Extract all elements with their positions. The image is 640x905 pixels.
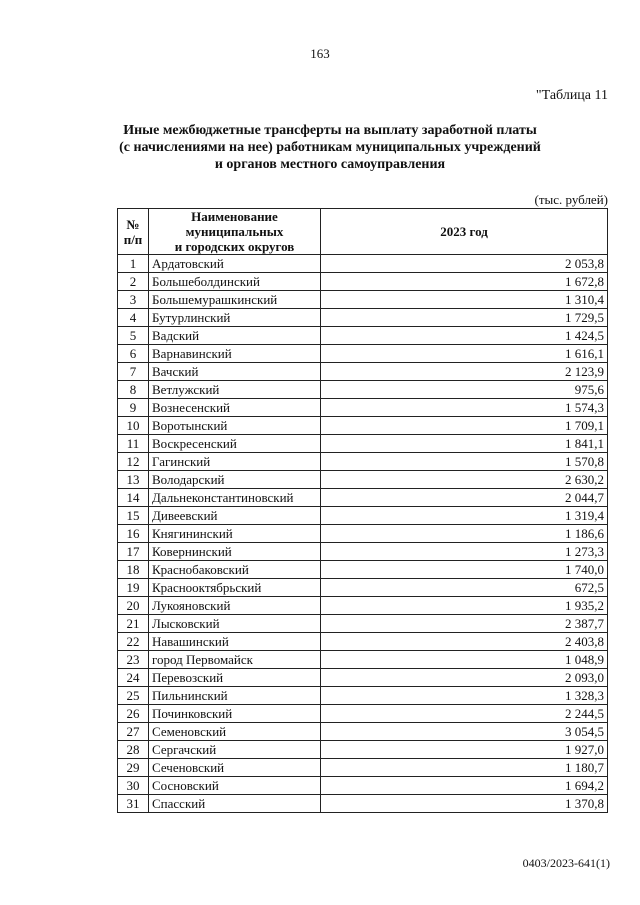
- row-number: 11: [118, 435, 149, 453]
- row-value: 1 574,3: [321, 399, 608, 417]
- table-row: [118, 399, 608, 417]
- row-value: 3 054,5: [321, 723, 608, 741]
- row-value: 1 180,7: [321, 759, 608, 777]
- row-name: Володарский: [149, 471, 321, 489]
- row-value: 672,5: [321, 579, 608, 597]
- row-number: 29: [118, 759, 149, 777]
- header-name: [149, 209, 321, 255]
- row-name: Навашинский: [149, 633, 321, 651]
- table-row: [118, 309, 608, 327]
- row-value: 1 709,1: [321, 417, 608, 435]
- row-name: Большемурашкинский: [149, 291, 321, 309]
- table-row: [118, 507, 608, 525]
- header-name-line1: Наименование: [191, 209, 278, 224]
- row-number: 8: [118, 381, 149, 399]
- row-name: Воскресенский: [149, 435, 321, 453]
- row-number: 10: [118, 417, 149, 435]
- row-number: 16: [118, 525, 149, 543]
- row-number: 5: [118, 327, 149, 345]
- row-value: 1 694,2: [321, 777, 608, 795]
- table-row: [118, 777, 608, 795]
- row-name: Перевозский: [149, 669, 321, 687]
- table-row: [118, 579, 608, 597]
- row-name: Лысковский: [149, 615, 321, 633]
- table-row: [118, 723, 608, 741]
- row-value: 2 244,5: [321, 705, 608, 723]
- header-name-line3: и городских округов: [174, 239, 295, 254]
- table-header-row: [118, 209, 608, 255]
- row-value: 2 053,8: [321, 255, 608, 273]
- row-name: Семеновский: [149, 723, 321, 741]
- row-value: 2 387,7: [321, 615, 608, 633]
- document-code: 0403/2023-641(1): [522, 856, 610, 870]
- row-number: 13: [118, 471, 149, 489]
- row-name: Краснобаковский: [149, 561, 321, 579]
- table-row: [118, 615, 608, 633]
- header-number: [118, 209, 149, 255]
- row-value: 1 319,4: [321, 507, 608, 525]
- row-value: 1 370,8: [321, 795, 608, 813]
- row-value: 1 935,2: [321, 597, 608, 615]
- row-value: 2 093,0: [321, 669, 608, 687]
- row-value: 1 424,5: [321, 327, 608, 345]
- table-row: [118, 633, 608, 651]
- title-line: Иные межбюджетные трансферты на выплату заработной платы: [123, 123, 537, 138]
- header-name-line2: муниципальных: [185, 224, 284, 239]
- row-number: 28: [118, 741, 149, 759]
- row-name: Гагинский: [149, 453, 321, 471]
- row-number: 9: [118, 399, 149, 417]
- row-name: Варнавинский: [149, 345, 321, 363]
- table-row: [118, 759, 608, 777]
- row-number: 23: [118, 651, 149, 669]
- row-value: 1 672,8: [321, 273, 608, 291]
- table-row: [118, 741, 608, 759]
- row-name: Княгининский: [149, 525, 321, 543]
- table-row: [118, 489, 608, 507]
- row-name: Пильнинский: [149, 687, 321, 705]
- row-value: 2 123,9: [321, 363, 608, 381]
- row-value: 1 729,5: [321, 309, 608, 327]
- row-name: Лукояновский: [149, 597, 321, 615]
- row-value: 1 616,1: [321, 345, 608, 363]
- units-label: (тыс. рублей): [534, 192, 608, 207]
- row-number: 7: [118, 363, 149, 381]
- row-name: Починковский: [149, 705, 321, 723]
- row-name: Краснооктябрьский: [149, 579, 321, 597]
- row-value: 2 044,7: [321, 489, 608, 507]
- header-number-line2: п/п: [123, 231, 143, 247]
- table-row: [118, 417, 608, 435]
- row-number: 25: [118, 687, 149, 705]
- row-number: 14: [118, 489, 149, 507]
- row-name: Спасский: [149, 795, 321, 813]
- table-row: [118, 255, 608, 273]
- table-row: [118, 345, 608, 363]
- row-name: Дальнеконстантиновский: [149, 489, 321, 507]
- row-value: 1 740,0: [321, 561, 608, 579]
- row-number: 19: [118, 579, 149, 597]
- row-number: 27: [118, 723, 149, 741]
- table-row: [118, 543, 608, 561]
- row-name: Бутурлинский: [149, 309, 321, 327]
- row-value: 1 048,9: [321, 651, 608, 669]
- row-number: 4: [118, 309, 149, 327]
- table-row: [118, 435, 608, 453]
- row-name: Вадский: [149, 327, 321, 345]
- table-body: [118, 255, 608, 813]
- table-row: [118, 381, 608, 399]
- table-row: [118, 273, 608, 291]
- page-number: 163: [310, 46, 330, 61]
- row-number: 17: [118, 543, 149, 561]
- row-name: Большеболдинский: [149, 273, 321, 291]
- row-number: 22: [118, 633, 149, 651]
- table-row: [118, 525, 608, 543]
- table-row: [118, 795, 608, 813]
- row-value: 1 186,6: [321, 525, 608, 543]
- table-row: [118, 291, 608, 309]
- row-name: Вачский: [149, 363, 321, 381]
- table-row: [118, 363, 608, 381]
- row-number: 18: [118, 561, 149, 579]
- row-value: 975,6: [321, 381, 608, 399]
- row-number: 20: [118, 597, 149, 615]
- table-row: [118, 669, 608, 687]
- row-value: 1 273,3: [321, 543, 608, 561]
- table-label: "Таблица 11: [535, 88, 608, 103]
- row-name: Дивеевский: [149, 507, 321, 525]
- row-number: 2: [118, 273, 149, 291]
- table-row: [118, 561, 608, 579]
- row-name: Ковернинский: [149, 543, 321, 561]
- row-value: 1 841,1: [321, 435, 608, 453]
- row-value: 2 403,8: [321, 633, 608, 651]
- row-number: 15: [118, 507, 149, 525]
- row-number: 24: [118, 669, 149, 687]
- row-name: Воротынский: [149, 417, 321, 435]
- row-number: 6: [118, 345, 149, 363]
- row-value: 1 328,3: [321, 687, 608, 705]
- table-row: [118, 453, 608, 471]
- row-value: 2 630,2: [321, 471, 608, 489]
- row-number: 3: [118, 291, 149, 309]
- row-name: Ардатовский: [149, 255, 321, 273]
- row-number: 1: [118, 255, 149, 273]
- header-number-line1: №: [126, 216, 140, 232]
- row-number: 12: [118, 453, 149, 471]
- title-line: и органов местного самоуправления: [214, 157, 446, 172]
- row-name: Сеченовский: [149, 759, 321, 777]
- transfers-table: [117, 208, 608, 813]
- row-value: 1 570,8: [321, 453, 608, 471]
- table-row: [118, 597, 608, 615]
- table-row: [118, 471, 608, 489]
- row-number: 30: [118, 777, 149, 795]
- table-row: [118, 327, 608, 345]
- row-number: 26: [118, 705, 149, 723]
- row-name: город Первомайск: [149, 651, 321, 669]
- table-row: [118, 651, 608, 669]
- title-line: (с начислениями на нее) работникам муниципальных учреждений: [119, 140, 541, 155]
- row-name: Сергачский: [149, 741, 321, 759]
- row-value: 1 310,4: [321, 291, 608, 309]
- header-year: 2023 год: [321, 209, 608, 255]
- table-row: [118, 705, 608, 723]
- row-name: Сосновский: [149, 777, 321, 795]
- row-value: 1 927,0: [321, 741, 608, 759]
- row-number: 21: [118, 615, 149, 633]
- row-name: Ветлужский: [149, 381, 321, 399]
- row-number: 31: [118, 795, 149, 813]
- row-name: Вознесенский: [149, 399, 321, 417]
- table-row: [118, 687, 608, 705]
- document-title: [100, 122, 560, 173]
